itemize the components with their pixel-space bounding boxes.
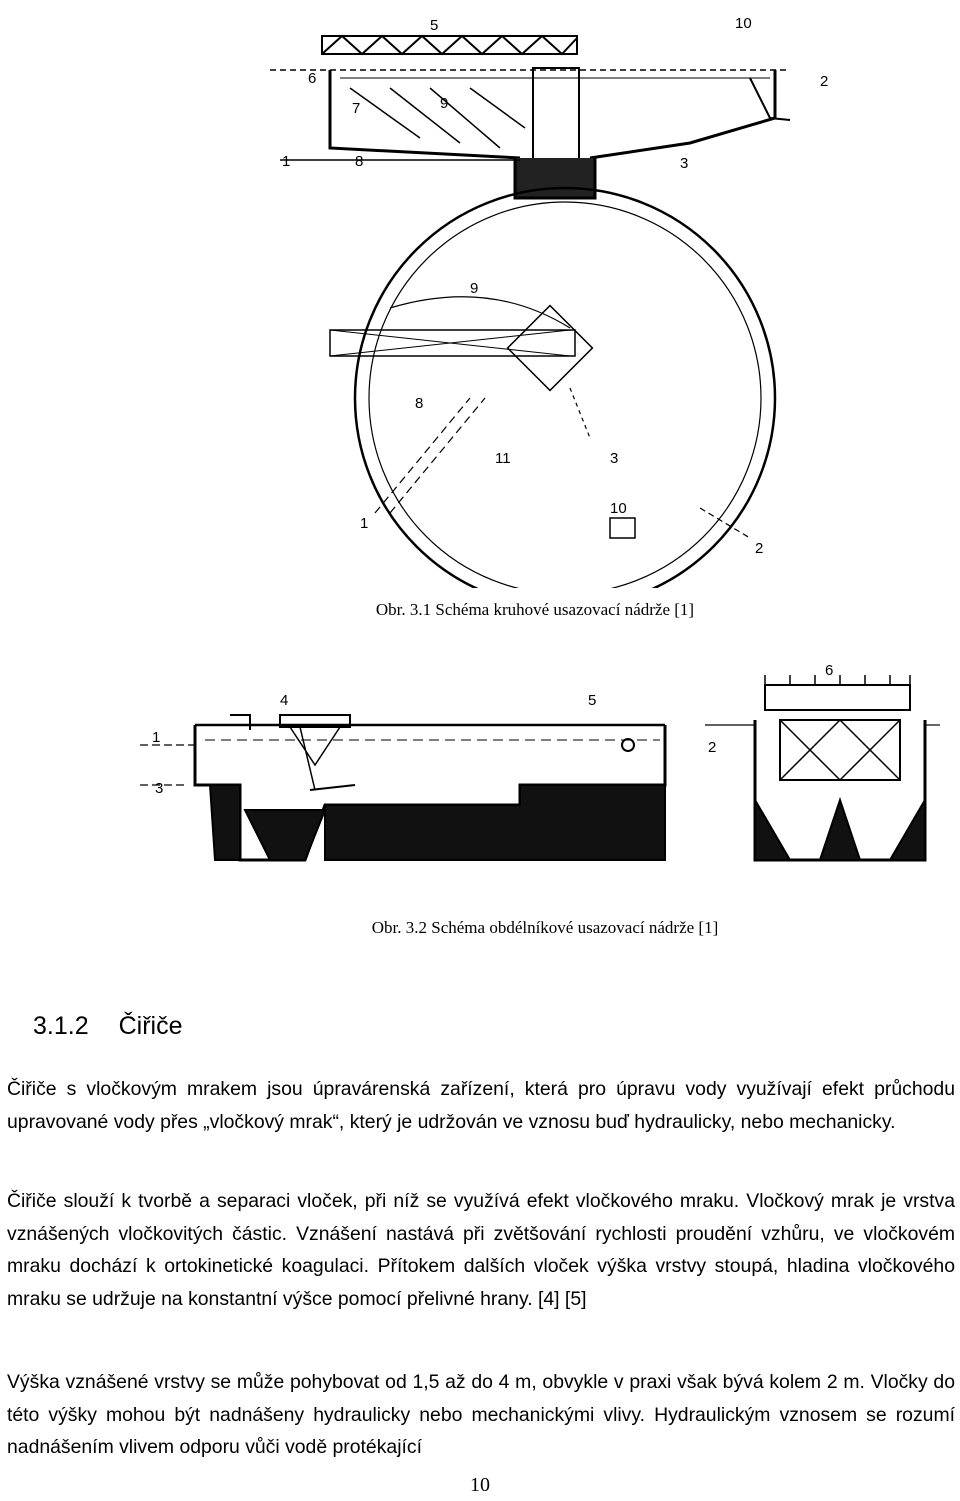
page-number: 10 [470, 1474, 490, 1496]
label-7: 7 [352, 100, 361, 117]
label-1: 1 [282, 153, 291, 170]
drive-unit [230, 715, 250, 730]
cross-hoppers [755, 800, 925, 860]
scraper-frame [290, 727, 340, 790]
plan-bridge-braces [330, 330, 570, 356]
cross-bridge-rail [765, 685, 910, 710]
plan-inlet-dashed [375, 398, 485, 513]
rect-label-3: 3 [155, 780, 164, 797]
plan-label-10: 10 [610, 500, 627, 517]
cross-scraper-braces [780, 720, 900, 780]
rect-label-5: 5 [588, 692, 597, 709]
sludge-pit-wall [210, 785, 240, 860]
label-9: 9 [440, 95, 449, 112]
label-2: 2 [820, 73, 829, 90]
section-number: 3.1.2 [33, 1012, 89, 1040]
tank-right-wall [590, 70, 775, 158]
scraper-arms [350, 88, 525, 148]
rail-posts [765, 675, 910, 685]
plan-center-drive [508, 306, 593, 391]
paragraph-3: Výška vznášené vrstvy se může pohybovat od 1,5 až do 4 m, obvykle v praxi však bývá kolem 2 m. Vločky do této výšky mohou být nadnášeny hydraulicky nebo mechanickými vlivy. Hydraulickým vznosem se rozumí nadnášením vlivem odporu vůči vodě protékající [7, 1371, 955, 1458]
rect-label-4: 4 [280, 692, 289, 709]
rect-label-2: 2 [708, 739, 717, 756]
plan-label-9: 9 [470, 280, 479, 297]
tank-floor-fill [325, 785, 665, 860]
section-heading [33, 1012, 183, 1041]
section-title: Čiřiče [118, 1012, 183, 1040]
figure2-caption: Obr. 3.2 Schéma obdélníkové usazovací nádrže [1] [371, 918, 719, 937]
inlet-outlet-lines [140, 745, 195, 785]
figure1-caption: Obr. 3.1 Schéma kruhové usazovací nádrže [1] [375, 600, 695, 619]
truss-diagonals [322, 36, 577, 54]
cross-scraper-frame [780, 720, 900, 780]
plan-label-2: 2 [755, 540, 764, 557]
figure-rectangular-tank [140, 660, 940, 880]
plan-label-8: 8 [415, 395, 424, 412]
rect-label-1: 1 [152, 729, 161, 746]
rect-label-6: 6 [825, 662, 834, 679]
skimmer-pipe [622, 739, 634, 751]
paragraph-1: Čiřiče s vločkovým mrakem jsou úpravárenská zařízení, která pro úpravu vody využívají efekt průchodu upravované vody přes „vločkový mrak“, který je udržován ve vznosu buď hydraulicky, nebo mechanicky. [7, 1078, 955, 1133]
plan-sludge-dashed [570, 388, 590, 438]
circular-tank-drawing [270, 8, 830, 588]
plan-outlet-box [610, 518, 635, 538]
plan-label-3: 3 [610, 450, 619, 467]
plan-label-1: 1 [360, 515, 369, 532]
label-6: 6 [308, 70, 317, 87]
label-5: 5 [430, 17, 439, 34]
plan-inner-circle [369, 202, 764, 588]
sludge-hopper [245, 810, 325, 860]
central-column [533, 68, 579, 168]
outlet-pipe [750, 78, 790, 120]
label-10: 10 [735, 15, 752, 32]
rectangular-tank-drawing [140, 660, 940, 880]
paragraph-2: Čiřiče slouží k tvorbě a separaci vloček, při níž se využívá efekt vločkového mraku. Vločkový mrak je vrstva vznášených vločkovitých částic. Vznášení nastává při zvětšování rychlosti proudění vzhůru, ve vločkovém mraku dochází k ortokinetické koagulaci. Přítokem dalších vloček výška vrstvy stoupá, hladina vločkového mraku se udržuje na konstantní výšce pomocí přelivné hrany. [4] [5] [7, 1190, 955, 1310]
scraper-blade [310, 785, 355, 790]
label-8: 8 [355, 153, 364, 170]
plan-label-11: 11 [495, 450, 511, 467]
figure-circular-tank [270, 8, 830, 588]
label-3: 3 [680, 155, 689, 172]
